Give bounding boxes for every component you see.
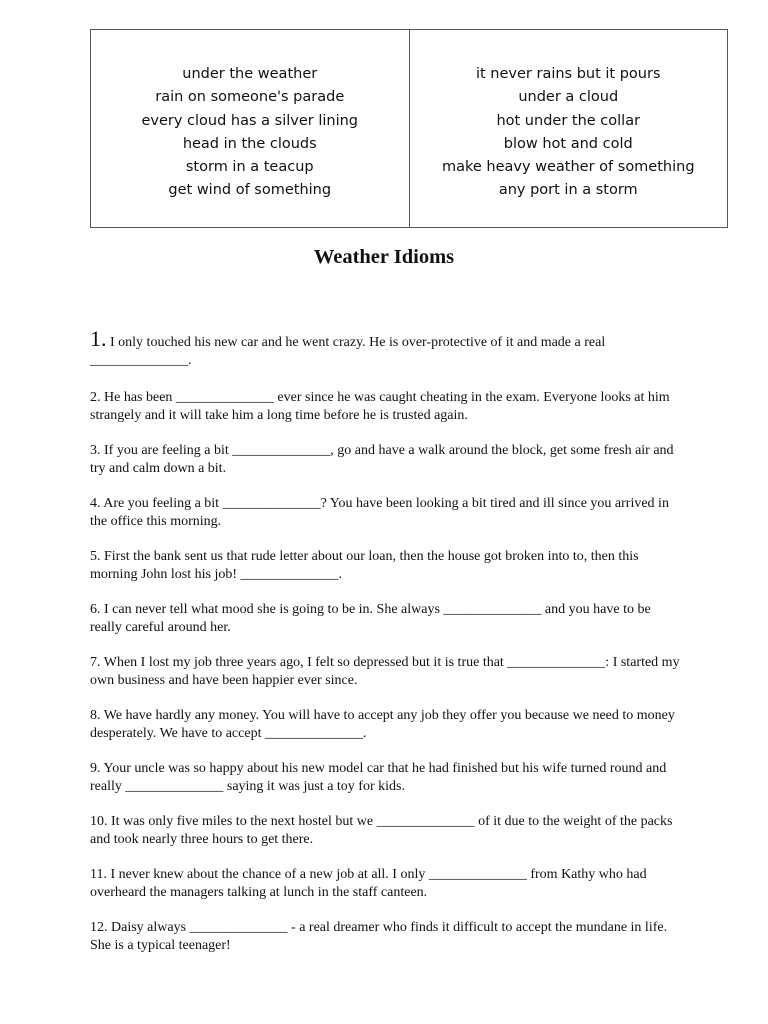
idiom-item: head in the clouds <box>182 135 317 152</box>
idiom-item: under the weather <box>182 66 318 82</box>
question-number: 9. <box>90 761 101 776</box>
question-number: 1. <box>90 326 107 351</box>
question-text: He has been ______________ ever since he was caught cheating in the exam. Everyone looks at him strangely and it will take him a long time before he is trusted again. <box>90 390 670 423</box>
question-item <box>90 548 680 584</box>
idiom-item: make heavy weather of something <box>441 159 695 176</box>
idiom-item: under a cloud <box>518 89 619 106</box>
question-item <box>90 654 680 690</box>
question-text: I only touched his new car and he went crazy. He is over-protective of it and made a real ______________. <box>90 335 606 368</box>
question-text: Are you feeling a bit ______________? You have been looking a bit tired and ill since you arrived in the office this morning. <box>90 496 669 529</box>
question-item <box>90 442 680 478</box>
question-text: First the bank sent us that rude letter about our loan, then the house got broken into to, then this morning John lost his job! ______________. <box>90 549 639 582</box>
idiom-item: it never rains but it pours <box>475 66 661 82</box>
question-number: 7. <box>90 655 101 670</box>
idiom-item: rain on someone's parade <box>155 89 345 106</box>
question-text: Your uncle was so happy about his new model car that he had finished but his wife turned round and really ______________ saying it was just a toy for kids. <box>90 761 667 794</box>
question-item <box>90 866 680 902</box>
question-text: I can never tell what mood she is going to be in. She always ______________ and you have to be really careful around her. <box>90 602 651 635</box>
idiom-list-left <box>91 30 410 227</box>
idiom-list-right <box>410 30 728 227</box>
question-item <box>90 389 680 425</box>
question-item <box>90 707 680 743</box>
question-item <box>90 919 680 955</box>
question-item <box>90 326 680 370</box>
page-title: Weather Idioms <box>313 246 455 268</box>
question-text: We have hardly any money. You will have to accept any job they offer you because we need to money desperately. We have to accept ______________. <box>90 708 675 741</box>
question-item <box>90 760 680 796</box>
question-text: When I lost my job three years ago, I felt so depressed but it is true that ______________: I started my own business and have been happier ever since. <box>90 655 680 688</box>
idiom-item: get wind of something <box>168 182 332 199</box>
question-item <box>90 495 680 531</box>
question-text: Daisy always ______________ - a real dreamer who finds it difficult to accept the mundane in life. She is a typical teenager! <box>90 920 668 953</box>
question-number: 12. <box>90 920 108 935</box>
question-number: 8. <box>90 708 101 723</box>
idiom-item: hot under the collar <box>496 112 641 129</box>
idiom-item: any port in a storm <box>498 182 638 199</box>
question-number: 2. <box>90 390 101 405</box>
idiom-item: every cloud has a silver lining <box>141 112 359 129</box>
question-number: 3. <box>90 443 101 458</box>
question-text: I never knew about the chance of a new job at all. I only ______________ from Kathy who had overheard the managers talking at lunch in the staff canteen. <box>90 867 647 900</box>
idiom-item: blow hot and cold <box>503 135 633 152</box>
idiom-word-box <box>90 29 728 228</box>
question-item <box>90 601 680 637</box>
question-number: 5. <box>90 549 101 564</box>
question-text: If you are feeling a bit ______________, go and have a walk around the block, get some fresh air and try and calm down a bit. <box>90 443 674 476</box>
question-number: 11. <box>90 867 107 882</box>
question-list <box>90 326 680 972</box>
question-number: 4. <box>90 496 101 511</box>
idiom-item: storm in a teacup <box>185 159 314 176</box>
question-item <box>90 813 680 849</box>
question-number: 6. <box>90 602 101 617</box>
question-text: It was only five miles to the next hostel but we ______________ of it due to the weight of the packs and took nearly three hours to get there. <box>90 814 673 847</box>
question-number: 10. <box>90 814 108 829</box>
